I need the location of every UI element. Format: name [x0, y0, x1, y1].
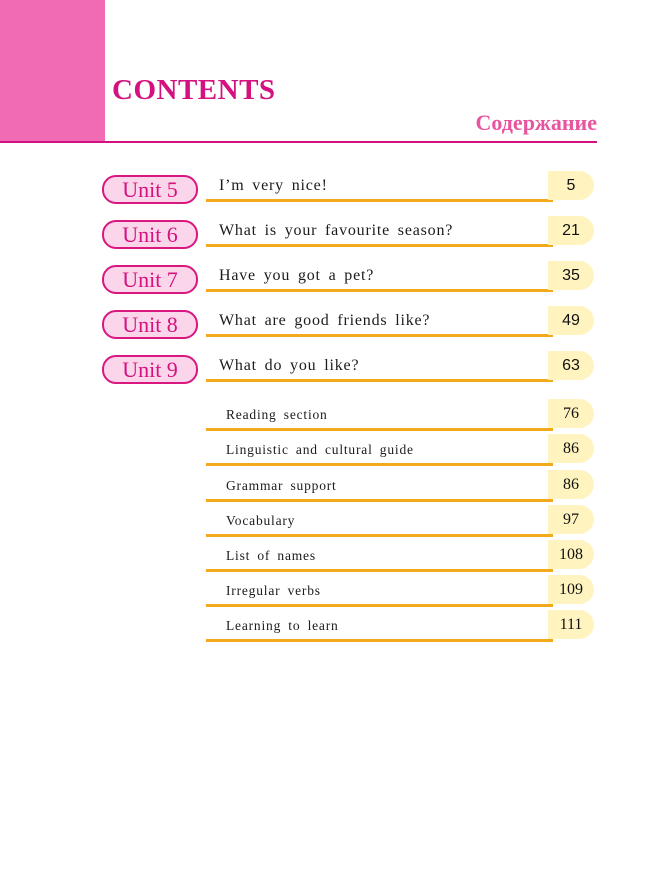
row-underline — [206, 428, 553, 431]
section-title[interactable]: Grammar support — [226, 478, 337, 493]
section-title[interactable]: Vocabulary — [226, 513, 296, 528]
header-divider — [0, 141, 597, 143]
page-number: 63 — [548, 351, 594, 380]
page-number: 86 — [548, 470, 594, 499]
row-underline — [206, 639, 553, 642]
page-number: 97 — [548, 505, 594, 534]
unit-title[interactable]: What are good friends like? — [219, 312, 431, 329]
toc-unit-8[interactable] — [0, 306, 650, 346]
page-number: 35 — [548, 261, 594, 290]
toc-section-grammar[interactable] — [0, 470, 650, 510]
section-title[interactable]: List of names — [226, 548, 316, 563]
page-subtitle: Содержание — [475, 110, 597, 135]
page-number: 109 — [548, 575, 594, 604]
section-title[interactable]: Linguistic and cultural guide — [226, 442, 414, 457]
page-number: 111 — [548, 610, 594, 639]
toc-section-learning[interactable] — [0, 610, 650, 650]
row-underline — [206, 334, 553, 337]
page-number: 76 — [548, 399, 594, 428]
toc-section-irregular-verbs[interactable] — [0, 575, 650, 615]
page-number: 5 — [548, 171, 594, 200]
unit-badge: Unit 6 — [102, 220, 198, 249]
row-underline — [206, 199, 553, 202]
row-underline — [206, 569, 553, 572]
row-underline — [206, 463, 553, 466]
unit-badge: Unit 8 — [102, 310, 198, 339]
toc-section-names[interactable] — [0, 540, 650, 580]
row-underline — [206, 244, 553, 247]
unit-badge: Unit 7 — [102, 265, 198, 294]
page-title: CONTENTS — [112, 74, 276, 106]
row-underline — [206, 379, 553, 382]
toc-unit-9[interactable] — [0, 351, 650, 391]
unit-title[interactable]: What is your favourite season? — [219, 222, 454, 239]
unit-title[interactable]: I’m very nice! — [219, 177, 328, 194]
decorative-pink-block — [0, 0, 105, 143]
row-underline — [206, 289, 553, 292]
row-underline — [206, 604, 553, 607]
page-number: 108 — [548, 540, 594, 569]
toc-section-linguistic-guide[interactable] — [0, 434, 650, 474]
unit-title[interactable]: What do you like? — [219, 357, 360, 374]
row-underline — [206, 534, 553, 537]
page-number: 49 — [548, 306, 594, 335]
unit-badge: Unit 5 — [102, 175, 198, 204]
toc-section-vocabulary[interactable] — [0, 505, 650, 545]
unit-title[interactable]: Have you got a pet? — [219, 267, 375, 284]
page-number: 86 — [548, 434, 594, 463]
toc-section-reading[interactable] — [0, 399, 650, 439]
section-title[interactable]: Reading section — [226, 407, 328, 422]
section-title[interactable]: Learning to learn — [226, 618, 339, 633]
toc-unit-5[interactable] — [0, 171, 650, 211]
section-title[interactable]: Irregular verbs — [226, 583, 321, 598]
unit-badge: Unit 9 — [102, 355, 198, 384]
row-underline — [206, 499, 553, 502]
toc-unit-6[interactable] — [0, 216, 650, 256]
toc-unit-7[interactable] — [0, 261, 650, 301]
page-number: 21 — [548, 216, 594, 245]
